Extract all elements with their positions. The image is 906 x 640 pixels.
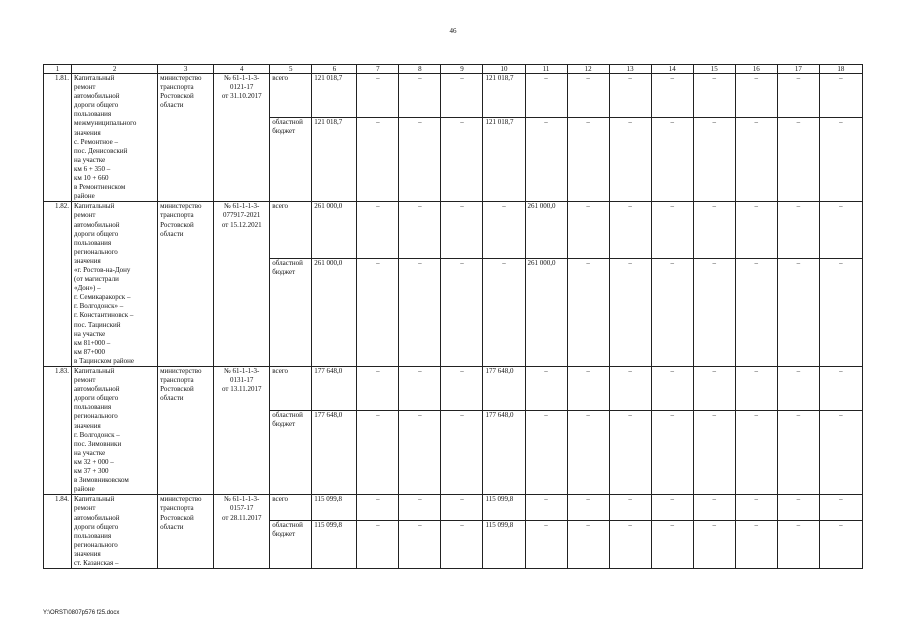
- value-cell: –: [693, 411, 735, 495]
- table-row: [44, 74, 863, 118]
- value-cell: –: [525, 367, 567, 411]
- value-cell: –: [441, 259, 483, 367]
- value-cell: –: [483, 202, 525, 259]
- value-cell: –: [735, 118, 777, 202]
- value-cell: –: [819, 367, 862, 411]
- column-number: 3: [158, 65, 214, 74]
- value-cell: –: [567, 202, 609, 259]
- column-number: 18: [819, 65, 862, 74]
- file-path-footer: Y:\ORST\0807p576 f25.docx: [43, 610, 120, 616]
- value-cell: –: [567, 74, 609, 118]
- value-cell: 177 648,0: [312, 367, 357, 411]
- value-cell: –: [777, 520, 819, 568]
- contract-reference: № 61-1-1-3- 0121-17 от 31.10.2017: [214, 74, 270, 202]
- value-cell: –: [567, 367, 609, 411]
- value-cell: –: [735, 367, 777, 411]
- value-cell: –: [777, 495, 819, 520]
- value-cell: –: [609, 495, 651, 520]
- column-number: 9: [441, 65, 483, 74]
- value-cell: –: [819, 259, 862, 367]
- budget-table: [43, 64, 863, 569]
- value-cell: –: [735, 495, 777, 520]
- value-cell: –: [819, 202, 862, 259]
- value-cell: –: [735, 520, 777, 568]
- column-number: 1: [44, 65, 72, 74]
- value-cell: –: [777, 202, 819, 259]
- responsible-organization: министерство транспорта Ростовской области: [158, 495, 214, 569]
- column-number: 5: [270, 65, 312, 74]
- value-cell: –: [399, 495, 441, 520]
- value-cell: –: [693, 520, 735, 568]
- value-cell: –: [651, 520, 693, 568]
- value-cell: –: [609, 411, 651, 495]
- value-cell: –: [399, 259, 441, 367]
- value-cell: 121 018,7: [312, 74, 357, 118]
- value-cell: –: [693, 202, 735, 259]
- value-cell: –: [357, 259, 399, 367]
- value-cell: –: [777, 259, 819, 367]
- value-cell: 177 648,0: [483, 367, 525, 411]
- value-cell: –: [567, 520, 609, 568]
- funding-source-regional: областной бюджет: [270, 118, 312, 202]
- column-number: 13: [609, 65, 651, 74]
- item-number: 1.81.: [44, 74, 72, 202]
- value-cell: –: [441, 118, 483, 202]
- item-number: 1.82.: [44, 202, 72, 367]
- column-number: 2: [72, 65, 158, 74]
- value-cell: –: [441, 74, 483, 118]
- value-cell: –: [777, 118, 819, 202]
- value-cell: –: [609, 74, 651, 118]
- value-cell: –: [651, 259, 693, 367]
- item-number: 1.83.: [44, 367, 72, 495]
- column-number: 12: [567, 65, 609, 74]
- value-cell: –: [609, 259, 651, 367]
- table-row: [44, 202, 863, 259]
- value-cell: –: [651, 367, 693, 411]
- table-row: [44, 495, 863, 520]
- value-cell: –: [693, 367, 735, 411]
- value-cell: –: [609, 118, 651, 202]
- funding-source-regional: областной бюджет: [270, 411, 312, 495]
- value-cell: 177 648,0: [483, 411, 525, 495]
- value-cell: –: [567, 118, 609, 202]
- value-cell: –: [357, 367, 399, 411]
- value-cell: –: [735, 202, 777, 259]
- object-name: Капитальный ремонт автомобильной дороги общего пользования регионального значения ст. Казанская –: [72, 495, 158, 569]
- contract-reference: № 61-1-1-3- 077917-2021 от 15.12.2021: [214, 202, 270, 367]
- column-number: 14: [651, 65, 693, 74]
- funding-source-total: всего: [270, 74, 312, 118]
- value-cell: –: [567, 495, 609, 520]
- value-cell: –: [525, 74, 567, 118]
- column-number: 7: [357, 65, 399, 74]
- value-cell: –: [735, 259, 777, 367]
- column-number: 15: [693, 65, 735, 74]
- value-cell: –: [567, 259, 609, 367]
- value-cell: –: [567, 411, 609, 495]
- value-cell: –: [693, 259, 735, 367]
- value-cell: –: [609, 367, 651, 411]
- object-name: Капитальный ремонт автомобильной дороги общего пользования регионального значения г. Волгодонск – пос. Зимовники на участке км 32 + 000 – км 37 + 300 в Зимовниковском районе: [72, 367, 158, 495]
- funding-source-regional: областной бюджет: [270, 259, 312, 367]
- responsible-organization: министерство транспорта Ростовской области: [158, 74, 214, 202]
- column-number: 6: [312, 65, 357, 74]
- value-cell: 115 099,8: [483, 520, 525, 568]
- funding-source-total: всего: [270, 495, 312, 520]
- value-cell: –: [609, 520, 651, 568]
- column-number: 17: [777, 65, 819, 74]
- value-cell: –: [441, 367, 483, 411]
- value-cell: –: [777, 74, 819, 118]
- value-cell: 115 099,8: [312, 520, 357, 568]
- page-number: 46: [449, 27, 457, 35]
- value-cell: 115 099,8: [483, 495, 525, 520]
- value-cell: –: [357, 74, 399, 118]
- value-cell: 261 000,0: [312, 202, 357, 259]
- value-cell: –: [525, 411, 567, 495]
- funding-source-regional: областной бюджет: [270, 520, 312, 568]
- contract-reference: № 61-1-1-3- 0131-17 от 13.11.2017: [214, 367, 270, 495]
- funding-source-total: всего: [270, 367, 312, 411]
- responsible-organization: министерство транспорта Ростовской области: [158, 367, 214, 495]
- value-cell: 115 099,8: [312, 495, 357, 520]
- value-cell: –: [441, 520, 483, 568]
- value-cell: –: [399, 411, 441, 495]
- column-number: 16: [735, 65, 777, 74]
- value-cell: –: [399, 367, 441, 411]
- column-number: 10: [483, 65, 525, 74]
- table-body: [44, 74, 863, 569]
- value-cell: –: [609, 202, 651, 259]
- value-cell: –: [357, 495, 399, 520]
- value-cell: –: [399, 74, 441, 118]
- value-cell: –: [651, 202, 693, 259]
- column-number: 11: [525, 65, 567, 74]
- value-cell: 177 648,0: [312, 411, 357, 495]
- column-number: 8: [399, 65, 441, 74]
- column-number-row: [44, 65, 863, 74]
- responsible-organization: министерство транспорта Ростовской области: [158, 202, 214, 367]
- value-cell: –: [651, 411, 693, 495]
- value-cell: –: [483, 259, 525, 367]
- value-cell: –: [441, 495, 483, 520]
- value-cell: –: [651, 118, 693, 202]
- value-cell: –: [441, 411, 483, 495]
- value-cell: –: [777, 411, 819, 495]
- value-cell: 261 000,0: [312, 259, 357, 367]
- value-cell: 121 018,7: [483, 74, 525, 118]
- value-cell: –: [693, 495, 735, 520]
- value-cell: –: [399, 202, 441, 259]
- value-cell: –: [735, 411, 777, 495]
- value-cell: –: [819, 495, 862, 520]
- value-cell: –: [819, 520, 862, 568]
- value-cell: –: [357, 118, 399, 202]
- value-cell: –: [357, 411, 399, 495]
- value-cell: –: [819, 118, 862, 202]
- value-cell: –: [525, 520, 567, 568]
- funding-source-total: всего: [270, 202, 312, 259]
- value-cell: –: [441, 202, 483, 259]
- value-cell: –: [357, 202, 399, 259]
- item-number: 1.84.: [44, 495, 72, 569]
- value-cell: –: [735, 74, 777, 118]
- value-cell: –: [693, 118, 735, 202]
- value-cell: –: [693, 74, 735, 118]
- table-row: [44, 367, 863, 411]
- column-number: 4: [214, 65, 270, 74]
- object-name: Капитальный ремонт автомобильной дороги общего пользования межмуниципального значения с. Ремонтное – пос. Денисовский на участке км 6 + 350 – км 10 + 660 в Ремонтненском районе: [72, 74, 158, 202]
- value-cell: –: [399, 118, 441, 202]
- value-cell: 121 018,7: [483, 118, 525, 202]
- value-cell: 261 000,0: [525, 202, 567, 259]
- object-name: Капитальный ремонт автомобильной дороги общего пользования регионального значения «г. Ростов-на-Дону (от магистрали «Дон») – г. Семикаракорск – г. Волгодонск» – г. Константиновск – пос. Тацинский на участке км 81+000 – км 87+000 в Тацинском районе: [72, 202, 158, 367]
- contract-reference: № 61-1-1-3- 0157-17 от 28.11.2017: [214, 495, 270, 569]
- value-cell: –: [651, 74, 693, 118]
- value-cell: –: [819, 74, 862, 118]
- value-cell: –: [525, 118, 567, 202]
- value-cell: –: [357, 520, 399, 568]
- value-cell: –: [399, 520, 441, 568]
- value-cell: 121 018,7: [312, 118, 357, 202]
- value-cell: –: [525, 495, 567, 520]
- value-cell: –: [651, 495, 693, 520]
- value-cell: –: [819, 411, 862, 495]
- value-cell: 261 000,0: [525, 259, 567, 367]
- value-cell: –: [777, 367, 819, 411]
